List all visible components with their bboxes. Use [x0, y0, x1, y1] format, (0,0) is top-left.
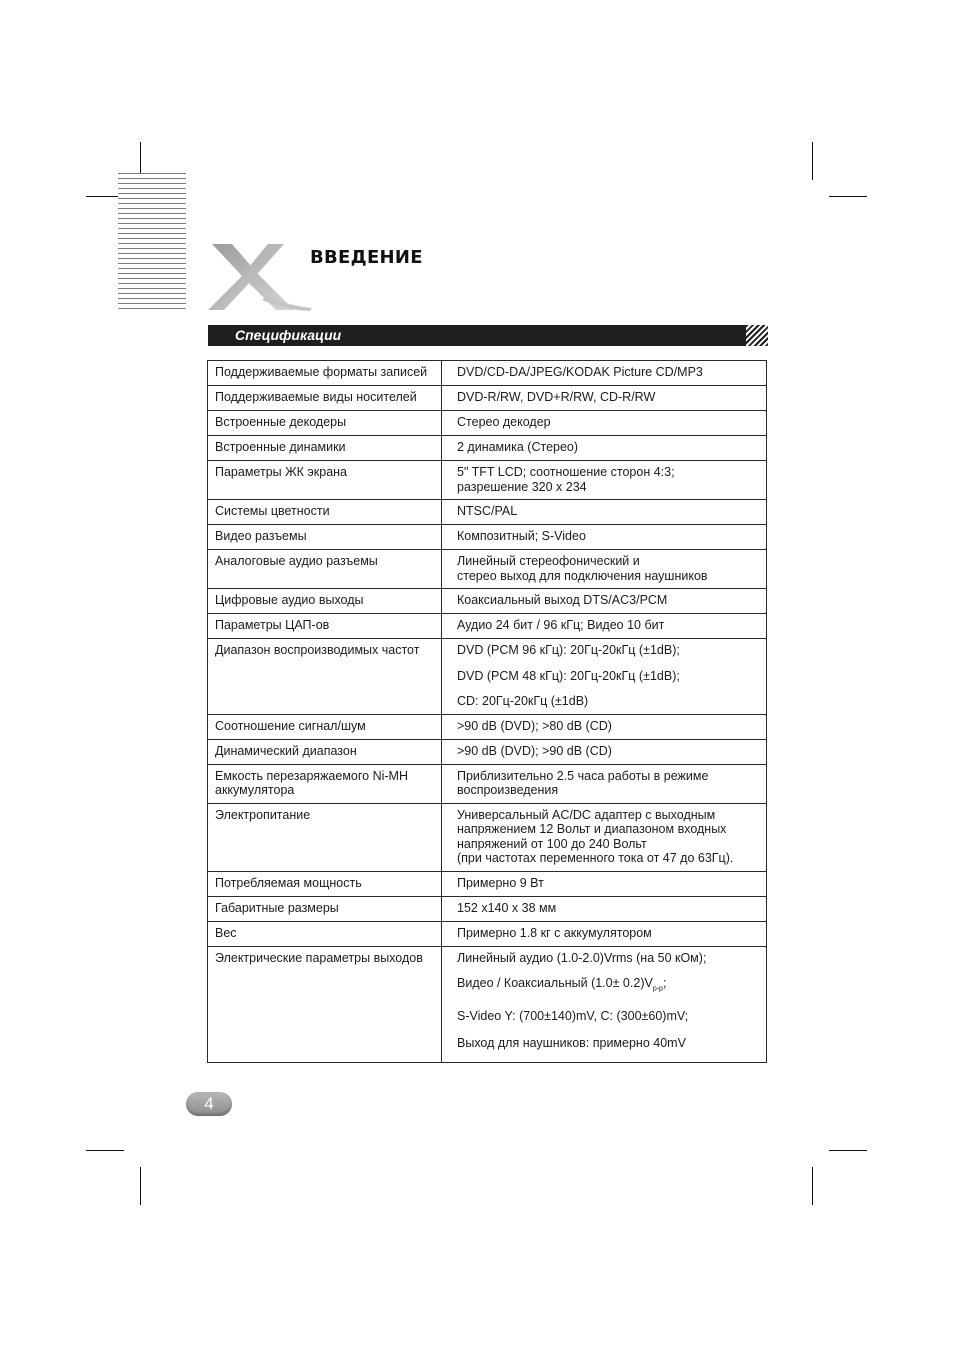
page-title: ВВЕДЕНИЕ	[310, 247, 423, 268]
line-gap	[457, 1024, 760, 1036]
spec-param: Параметры ЦАП-ов	[208, 614, 442, 639]
spec-param: Габаритные размеры	[208, 896, 442, 921]
spec-param: Встроенные декодеры	[208, 411, 442, 436]
spec-value	[442, 764, 767, 803]
table-row	[208, 589, 767, 614]
line-gap	[457, 658, 760, 669]
spec-param: Видео разъемы	[208, 525, 442, 550]
spec-param: Встроенные динамики	[208, 436, 442, 461]
crop-mark	[812, 1167, 813, 1205]
table-row	[208, 871, 767, 896]
spec-value: Примерно 9 Вт	[442, 871, 767, 896]
table-row	[208, 921, 767, 946]
line-gap	[457, 683, 760, 694]
value-line: Линейный аудио (1.0-2.0)Vrms (на 50 кОм);	[457, 950, 707, 965]
spec-value	[442, 639, 767, 715]
table-row	[208, 946, 767, 1063]
section-title: Спецификации	[235, 327, 342, 343]
spec-param: Соотношение сигнал/шум	[208, 714, 442, 739]
spec-param	[208, 764, 442, 803]
value-line: Приблизительно 2.5 часа работы в режиме	[457, 768, 709, 783]
value-line: напряжением 12 Вольт и диапазоном входных	[457, 822, 727, 836]
crop-mark	[812, 142, 813, 180]
spec-value: 152 x140 x 38 мм	[442, 896, 767, 921]
value-line	[457, 976, 760, 997]
value-line: CD: 20Гц-20кГц (±1dB)	[457, 694, 589, 708]
value-subscript: p-p	[652, 985, 663, 993]
value-line: S-Video Y: (700±140)mV, C: (300±60)mV;	[457, 1009, 689, 1023]
value-line: 5" TFT LCD; соотношение сторон 4:3;	[457, 465, 675, 479]
table-row	[208, 803, 767, 871]
spec-value: DVD/CD-DA/JPEG/KODAK Picture CD/MP3	[442, 361, 767, 386]
spec-value: Примерно 1.8 кг с аккумулятором	[442, 921, 767, 946]
value-line: Универсальный AC/DC адаптер с выходным	[457, 807, 716, 822]
table-row	[208, 714, 767, 739]
table-row	[208, 500, 767, 525]
spec-value: 2 динамика (Стерео)	[442, 436, 767, 461]
value-text: ;	[662, 976, 667, 990]
spec-param: Аналоговые аудио разъемы	[208, 550, 442, 589]
table-row	[208, 764, 767, 803]
value-line: DVD (PCM 48 кГц): 20Гц-20кГц (±1dB);	[457, 668, 680, 683]
crop-mark	[140, 1167, 141, 1205]
value-text: Видео / Коаксиальный (1.0± 0.2)V	[457, 976, 653, 990]
x-logo-icon	[206, 240, 312, 312]
table-row	[208, 361, 767, 386]
hatch-pattern	[746, 325, 768, 346]
section-header-bar	[208, 325, 768, 346]
spec-param: Вес	[208, 921, 442, 946]
table-row	[208, 461, 767, 500]
spec-param: Поддерживаемые форматы записей	[208, 361, 442, 386]
value-line: стерео выход для подключения наушников	[457, 568, 708, 583]
value-line: (при частотах переменного тока от 47 до 63Гц).	[457, 851, 734, 865]
spec-value: DVD-R/RW, DVD+R/RW, CD-R/RW	[442, 386, 767, 411]
spec-value	[442, 550, 767, 589]
table-row	[208, 386, 767, 411]
value-line: Линейный стереофонический и	[457, 554, 640, 568]
table-row	[208, 614, 767, 639]
spec-param: Поддерживаемые виды носителей	[208, 386, 442, 411]
value-line: Выход для наушников: примерно 40mV	[457, 1035, 686, 1050]
spec-param: Электропитание	[208, 803, 442, 871]
table-row	[208, 739, 767, 764]
spec-param: Диапазон воспроизводимых частот	[208, 639, 442, 715]
spec-value: Композитный; S-Video	[442, 525, 767, 550]
spec-value: >90 dB (DVD); >90 dB (CD)	[442, 739, 767, 764]
value-line: DVD (PCM 96 кГц): 20Гц-20кГц (±1dB);	[457, 643, 680, 657]
line-gap	[457, 997, 760, 1009]
spec-param: Динамический диапазон	[208, 739, 442, 764]
spec-param: Параметры ЖК экрана	[208, 461, 442, 500]
spec-value: >90 dB (DVD); >80 dB (CD)	[442, 714, 767, 739]
decorative-stripes	[118, 173, 186, 313]
crop-mark	[829, 1150, 867, 1151]
spec-value	[442, 461, 767, 500]
table-row	[208, 896, 767, 921]
table-row	[208, 436, 767, 461]
value-line: воспроизведения	[457, 783, 559, 797]
table-row	[208, 525, 767, 550]
value-line: разрешение 320 x 234	[457, 479, 587, 494]
spec-param: Цифровые аудио выходы	[208, 589, 442, 614]
spec-value	[442, 946, 767, 1063]
table-row	[208, 550, 767, 589]
line-gap	[457, 965, 760, 976]
page-number-badge: 4	[186, 1092, 232, 1116]
param-line: Емкость перезаряжаемого Ni-MH	[215, 768, 408, 783]
param-line: аккумулятора	[215, 783, 295, 797]
spec-param: Электрические параметры выходов	[208, 946, 442, 1063]
spec-value: Аудио 24 бит / 96 кГц; Видео 10 бит	[442, 614, 767, 639]
spec-table	[207, 360, 767, 1063]
table-row	[208, 639, 767, 715]
table-row	[208, 411, 767, 436]
spec-param: Системы цветности	[208, 500, 442, 525]
spec-value: Стерео декодер	[442, 411, 767, 436]
spec-value	[442, 803, 767, 871]
crop-mark	[86, 1150, 124, 1151]
value-line: напряжений от 100 до 240 Вольт	[457, 836, 647, 851]
spec-value: Коаксиальный выход DTS/AC3/PCM	[442, 589, 767, 614]
crop-mark	[829, 196, 867, 197]
spec-value: NTSC/PAL	[442, 500, 767, 525]
spec-param: Потребляемая мощность	[208, 871, 442, 896]
